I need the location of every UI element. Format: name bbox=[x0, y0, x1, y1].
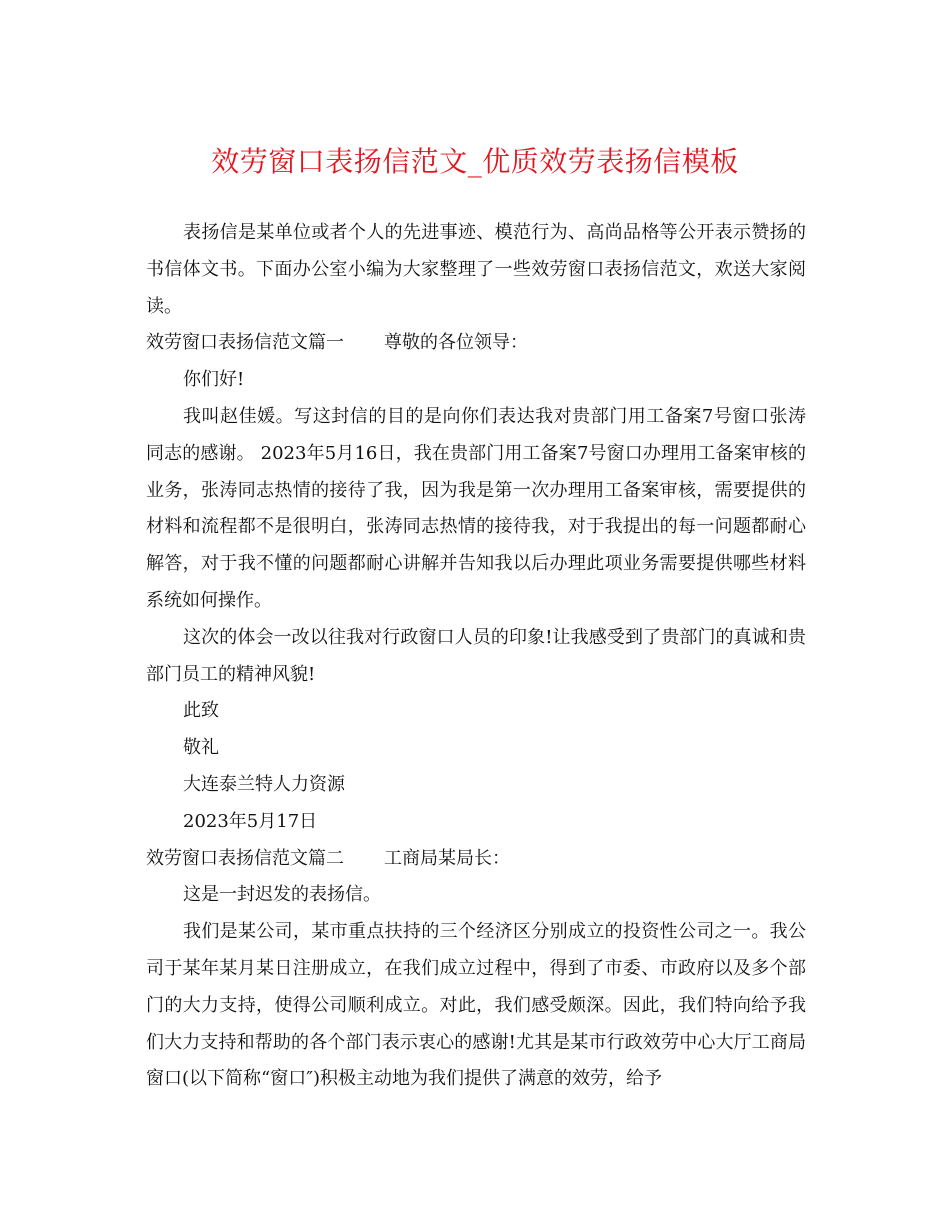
letter1-greeting: 你们好! bbox=[183, 369, 245, 391]
letter2-paragraph-2: 我们是某公司，某市重点扶持的三个经济区分别成立的投资性公司之一。我公司于某年某月某日注册成立，在我们成立过程中，得到了市委、市政府以及多个部门的大力支持，使得公司顺利成立。对此，我们感受颇深。因此，我们特向给予我们大力支持和帮助的各个部门表示衷心的感谢!尤其是某市行政效劳中心大厅工商局窗口(以下简称“窗口″)积极主动地为我们提供了满意的效劳，给予 bbox=[146, 921, 806, 1090]
letter1-paragraph-2: 这次的体会一改以往我对行政窗口人员的印象!让我感受到了贵部门的真诚和贵部门员工的精神风貌! bbox=[146, 626, 806, 685]
letter1-salutation: 尊敬的各位领导： bbox=[384, 332, 528, 354]
letter1-heading-line bbox=[146, 325, 806, 362]
letter1-signature: 大连泰兰特人力资源 bbox=[183, 773, 345, 795]
letter2-paragraph-1: 这是一封迟发的表扬信。 bbox=[183, 884, 381, 906]
letter1-date: 2023年5月17日 bbox=[183, 810, 318, 832]
letter2-salutation: 工商局某局长： bbox=[384, 847, 510, 869]
letter1-closing-1: 此致 bbox=[183, 700, 219, 722]
letter1-closing-2: 敬礼 bbox=[183, 737, 219, 759]
letter1-paragraph-1: 我叫赵佳媛。写这封信的目的是向你们表达我对贵部门用工备案7号窗口张涛同志的感谢。 2023年5月16日，我在贵部门用工备案7号窗口办理用工备案审核的业务，张涛同志热情的接待了我，因为我是第一次办理用工备案审核，需要提供的材料和流程都不是很明白，张涛同志热情的接待我，对于我提出的每一问题都耐心解答，对于我不懂的问题都耐心讲解并告知我以后办理此项业务需要提供哪些材料系统如何操作。 bbox=[146, 405, 806, 611]
letter1-heading: 效劳窗口表扬信范文篇一 bbox=[146, 332, 344, 354]
letter2-heading: 效劳窗口表扬信范文篇二 bbox=[146, 847, 344, 869]
document-body bbox=[146, 215, 806, 1098]
document-title: 效劳窗口表扬信范文_优质效劳表扬信模板 bbox=[211, 145, 739, 178]
letter2-heading-line bbox=[146, 841, 806, 878]
intro-paragraph: 表扬信是某单位或者个人的先进事迹、模范行为、高尚品格等公开表示赞扬的书信体文书。下面办公室小编为大家整理了一些效劳窗口表扬信范文，欢送大家阅读。 bbox=[146, 222, 806, 317]
